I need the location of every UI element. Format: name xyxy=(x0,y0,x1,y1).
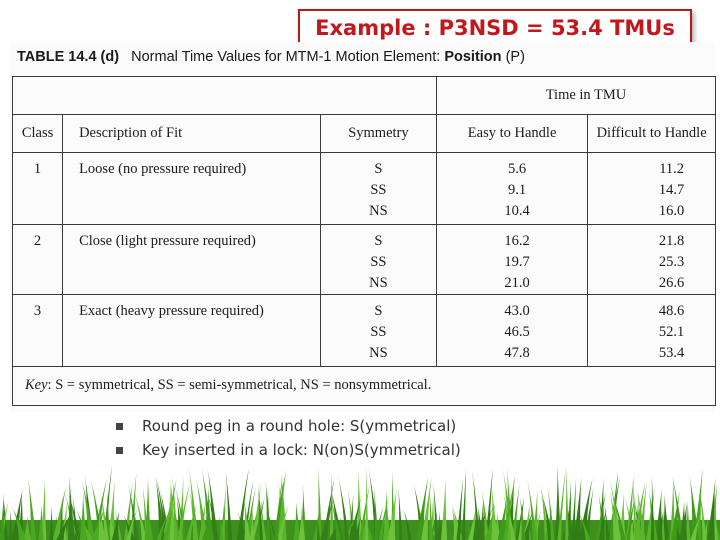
easy-value: 47.8 xyxy=(504,345,530,361)
square-bullet-icon xyxy=(116,447,123,454)
class-cell: 1 xyxy=(33,161,42,177)
symmetry-value: NS xyxy=(369,345,388,361)
header-blank xyxy=(13,77,437,115)
table-row xyxy=(13,295,716,367)
description-cell: Close (light pressure required) xyxy=(79,233,256,249)
easy-value: 9.1 xyxy=(508,182,527,198)
difficult-value: 48.6 xyxy=(658,303,685,319)
table-row xyxy=(13,153,716,225)
difficult-value: 21.8 xyxy=(658,233,685,249)
symmetry-value: SS xyxy=(370,324,387,340)
difficult-value: 25.3 xyxy=(658,254,685,270)
symmetry-value: S xyxy=(374,161,383,177)
key-label: Key xyxy=(25,377,48,393)
header-row xyxy=(13,115,716,153)
header-description: Description of Fit xyxy=(63,115,321,153)
header-symmetry: Symmetry xyxy=(320,115,436,153)
class-cell: 3 xyxy=(33,303,42,319)
difficult-value: 52.1 xyxy=(658,324,685,340)
slide-title: Example : P3NSD = 53.4 TMUs xyxy=(315,16,675,40)
description-cell: Loose (no pressure required) xyxy=(79,161,247,177)
symmetry-value: NS xyxy=(369,275,388,291)
caption-text: Normal Time Values for MTM-1 Motion Element: xyxy=(131,49,441,65)
square-bullet-icon xyxy=(116,423,123,430)
difficult-value: 11.2 xyxy=(659,161,685,177)
grass-decoration xyxy=(0,462,720,540)
difficult-value: 26.6 xyxy=(658,275,685,291)
header-time-in-tmu: Time in TMU xyxy=(436,77,715,115)
caption-element: Position xyxy=(444,49,502,65)
difficult-value: 53.4 xyxy=(658,345,685,361)
bullet-text: Round peg in a round hole: S(ymmetrical) xyxy=(142,417,457,435)
easy-value: 10.4 xyxy=(504,203,530,219)
easy-value: 19.7 xyxy=(504,254,530,270)
easy-value: 43.0 xyxy=(504,303,530,319)
symmetry-value: S xyxy=(374,233,383,249)
easy-value: 21.0 xyxy=(504,275,530,291)
symmetry-value: NS xyxy=(369,203,388,219)
difficult-value: 16.0 xyxy=(658,203,685,219)
symmetry-value: SS xyxy=(370,254,387,270)
symmetry-value: SS xyxy=(370,182,387,198)
bullet-item xyxy=(116,438,461,462)
easy-value: 16.2 xyxy=(504,233,530,249)
header-difficult: Difficult to Handle xyxy=(588,115,716,153)
description-cell: Exact (heavy pressure required) xyxy=(79,303,264,319)
mtm-position-table xyxy=(12,76,716,367)
symmetry-value: S xyxy=(374,303,383,319)
class-cell: 2 xyxy=(33,233,42,249)
bullet-item xyxy=(116,414,461,438)
table-key xyxy=(12,366,716,406)
easy-value: 46.5 xyxy=(504,324,530,340)
table-row xyxy=(13,225,716,295)
key-text: : S = symmetrical, SS = semi-symmetrical, NS = nonsymmetrical. xyxy=(47,377,432,393)
header-easy: Easy to Handle xyxy=(436,115,587,153)
header-group-row xyxy=(13,77,716,115)
bullet-list xyxy=(116,414,461,462)
bullet-text: Key inserted in a lock: N(on)S(ymmetrical) xyxy=(142,441,461,459)
header-class: Class xyxy=(13,115,63,153)
easy-value: 5.6 xyxy=(508,161,527,177)
table-caption xyxy=(17,49,525,65)
table-number: TABLE 14.4 (d) xyxy=(17,49,120,65)
difficult-value: 14.7 xyxy=(658,182,685,198)
caption-abbr: (P) xyxy=(505,49,525,65)
